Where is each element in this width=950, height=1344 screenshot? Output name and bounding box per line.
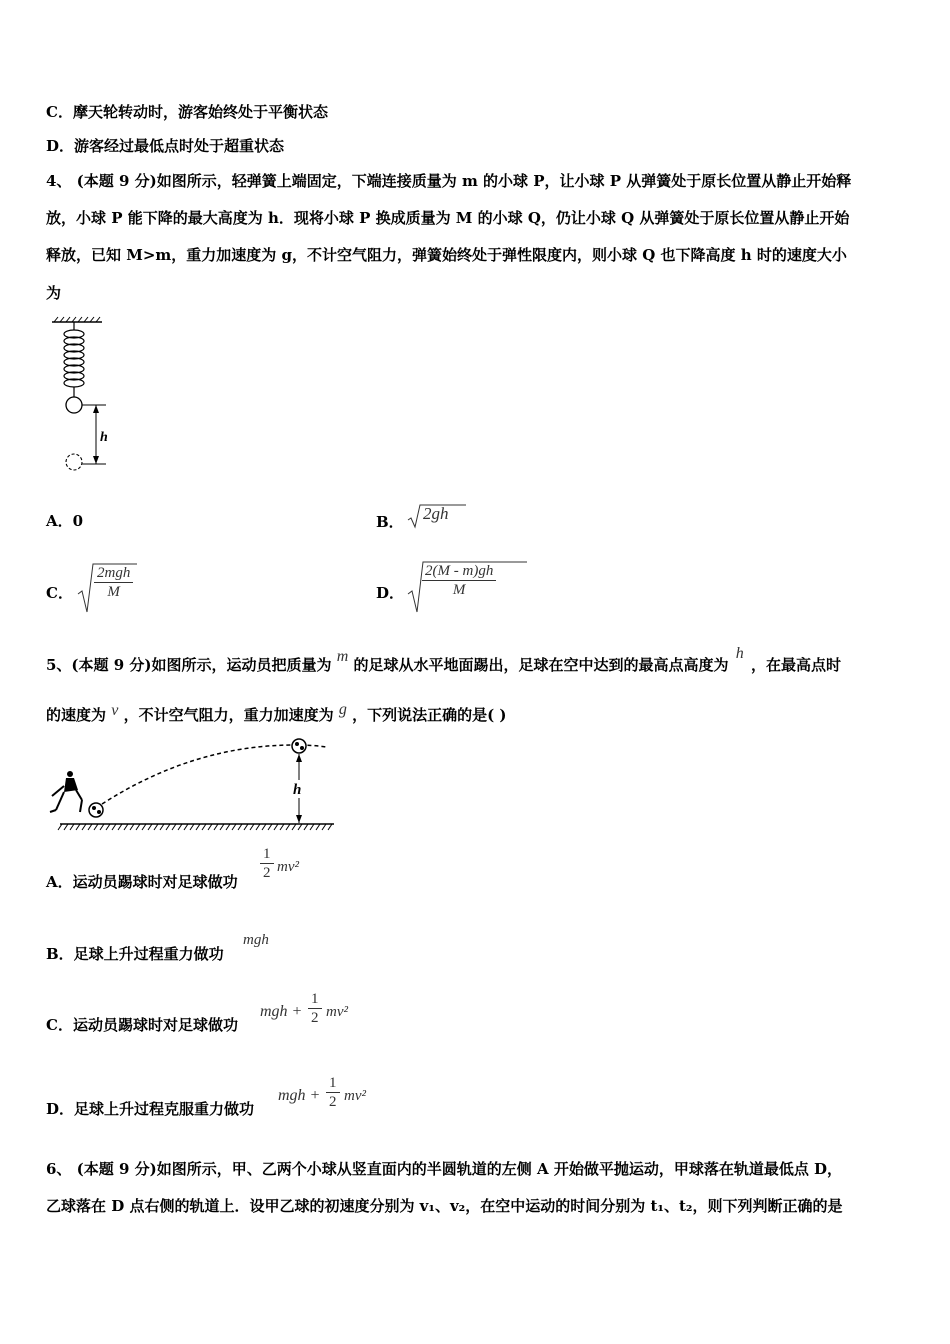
option-d-prev: D．游客经过最低点时处于超重状态 [46,137,285,155]
q5-option-d-text: D．足球上升过程克服重力做功 [46,1100,255,1118]
q4-option-d-label: D． [376,584,405,602]
q5-symbol-v: v [111,702,119,719]
half-numerator: 1 [308,990,322,1009]
q5-option-a-mv2: mv² [277,859,299,875]
half-denominator: 2 [311,1010,319,1026]
q4-option-d-numerator: 2(M - m)gh [422,562,496,581]
q4-option-c-denominator: M [107,584,120,600]
q5-option-c-half [308,990,322,1027]
q5-line-1-text-a: 5、(本题 9 分)如图所示，运动员把质量为 [46,656,332,674]
q5-option-a-text: A．运动员踢球时对足球做功 [46,873,238,891]
q5-line-1 [46,645,842,676]
q5-option-d-mgh: mgh + [278,1087,321,1104]
q4-line-1: 4、 (本题 9 分)如图所示，轻弹簧上端固定，下端连接质量为 m 的小球 P，让小球 P 从弹簧处于原长位置从静止开始释 [46,172,852,190]
half-denominator: 2 [263,865,271,881]
q4-option-c-label: C． [46,584,73,602]
ball-start-icon [89,803,103,817]
q5-option-c-mgh: mgh + [260,1003,303,1020]
ball-top-icon [292,739,306,753]
q4-option-a-value: 0 [72,512,84,530]
q4-option-d-denominator: M [452,582,466,598]
q5-option-b-mgh: mgh [243,932,269,948]
q5-option-c-mv2: mv² [326,1004,348,1020]
football-figure [44,730,340,834]
q4-line-4: 为 [46,284,62,302]
q5-line-2 [46,701,507,726]
q5-line-2-text-c: ，下列说法正确的是( ) [352,706,507,724]
q4-line-2: 放，小球 P 能下降的最大高度为 h．现将小球 P 换成质量为 M 的小球 Q，仍让小球 Q 从弹簧处于原长位置从静止开始 [46,209,850,227]
q6-line-2: 乙球落在 D 点右侧的轨道上．设甲乙球的初速度分别为 v₁、v₂，在空中运动的时间分别为 t₁、t₂，则下列判断正确的是 [46,1197,843,1215]
q4-option-d-fraction [422,562,496,599]
football-h-label: h [293,782,302,798]
half-numerator: 1 [326,1074,340,1093]
q5-symbol-m: m [336,648,349,665]
q5-symbol-g: g [338,701,347,718]
option-c-prev: C．摩天轮转动时，游客始终处于平衡状态 [46,103,328,121]
q5-symbol-h: h [735,645,744,662]
q6-line-1: 6、 (本题 9 分)如图所示，甲、乙两个小球从竖直面内的半圆轨道的左侧 A 开始做平抛运动，甲球落在轨道最低点 D， [46,1160,843,1178]
q4-option-b-value: 2gh [423,504,449,523]
q5-line-1-text-b: 的足球从水平地面踢出，足球在空中达到的最高点高度为 [353,656,729,674]
q4-option-b-label: B． [376,513,404,531]
spring-figure [48,316,112,476]
q5-option-d-mv2: mv² [344,1088,366,1104]
half-numerator: 1 [260,845,274,864]
q5-line-1-text-c: ，在最高点时 [751,656,842,674]
half-denominator: 2 [329,1094,337,1110]
q5-line-2-text-a: 的速度为 [46,706,107,724]
player-icon [50,771,82,812]
q5-option-c-text: C．运动员踢球时对足球做功 [46,1016,238,1034]
q4-option-a[interactable] [46,511,83,531]
q5-option-d-half [326,1074,340,1111]
q5-option-b-text: B．足球上升过程重力做功 [46,945,224,963]
spring-h-label: h [100,430,108,445]
q4-line-3: 释放，已知 M>m，重力加速度为 g，不计空气阻力，弹簧始终处于弹性限度内，则小球 Q 也下降高度 h 时的速度大小 [46,246,847,264]
q4-option-c-fraction [94,564,133,601]
q5-line-2-text-b: ，不计空气阻力，重力加速度为 [123,706,334,724]
q4-option-c-numerator: 2mgh [94,564,133,583]
q5-option-a-half [260,845,274,882]
q4-option-a-label: A． [46,512,73,530]
